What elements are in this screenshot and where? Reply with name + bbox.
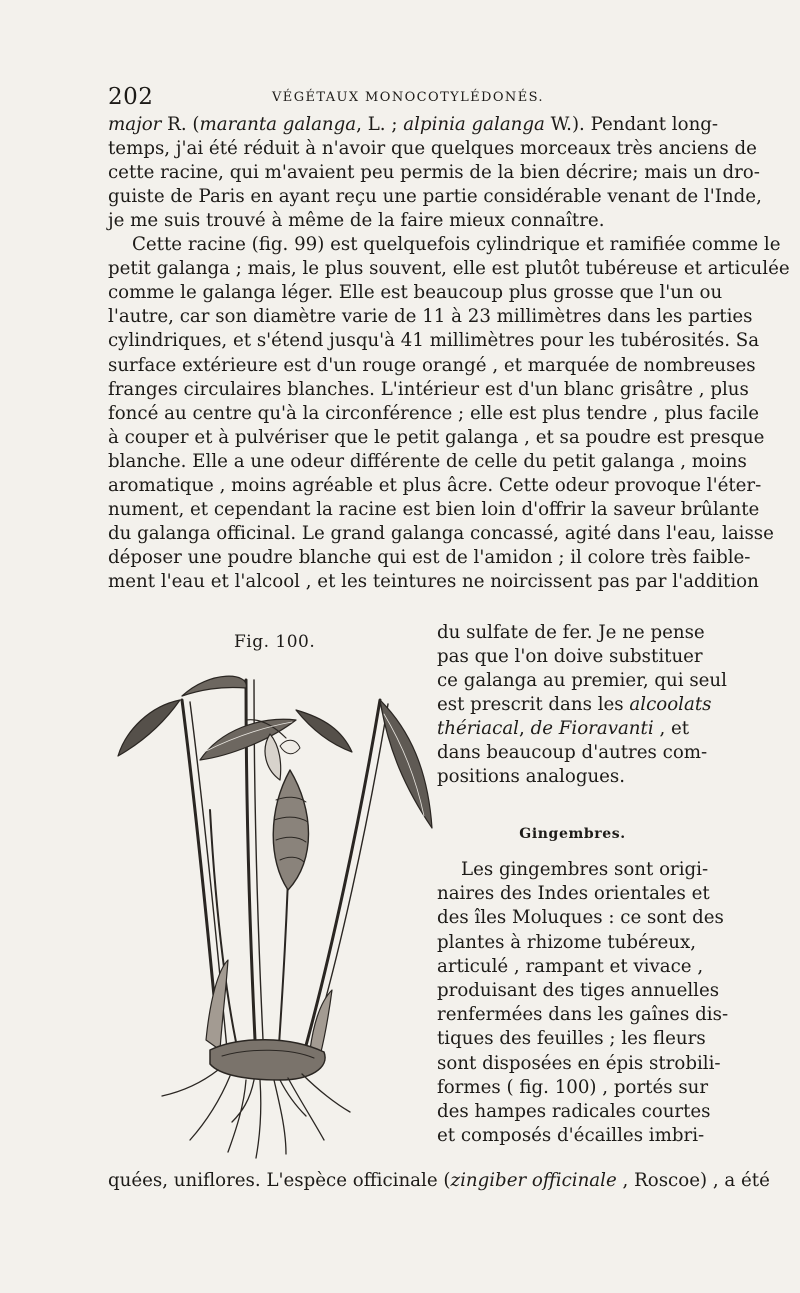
- text-run: , L. ;: [356, 114, 404, 135]
- text-run: l'autre, car son diamètre varie de 11 à 23 millimètres dans les parties: [108, 306, 753, 328]
- text-run: formes ( fig. 100) , portés sur: [437, 1076, 709, 1098]
- italic-term: maranta galanga: [199, 114, 357, 135]
- text-run: je me suis trouvé à même de la faire mieux connaître.: [108, 210, 605, 232]
- italic-term: de Fioravanti: [530, 718, 654, 740]
- text-line: [108, 233, 781, 257]
- text-run: des îles Moluques : ce sont des: [437, 907, 724, 929]
- text-line: [437, 669, 727, 693]
- text-line: [108, 570, 759, 594]
- text-line: [437, 931, 708, 955]
- text-run: dans beaucoup d'autres com-: [437, 742, 708, 764]
- line-text: [437, 645, 703, 669]
- italic-term: alcoolats: [629, 694, 712, 716]
- page-number: 202: [108, 84, 154, 110]
- text-line: [108, 402, 760, 426]
- text-run: à couper et à pulvériser que le petit galanga , et sa poudre est presque: [108, 426, 765, 448]
- text-run: Cette racine (fig. 99) est quelquefois cylindrique et ramifiée comme le: [132, 234, 781, 256]
- text-run: cylindriques, et s'étend jusqu'à 41 millimètres pour les tubérosités. Sa: [108, 330, 760, 352]
- text-run: nument, et cependant la racine est bien loin d'offrir la saveur brûlante: [108, 498, 760, 520]
- text-line: [437, 858, 708, 882]
- text-line: [437, 645, 708, 669]
- text-run: Les gingembres sont origi-: [461, 859, 709, 880]
- line-text: [437, 931, 696, 955]
- line-text: [108, 354, 756, 378]
- line-text: [437, 1100, 711, 1124]
- text-run: surface extérieure est d'un rouge orangé , et marquée de nombreuses: [108, 354, 756, 376]
- text-run: , Roscoe) , a été: [616, 1170, 770, 1191]
- line-text: [108, 305, 753, 329]
- line-text: [437, 1076, 708, 1100]
- text-line: [437, 979, 720, 1003]
- text-run: déposer une poudre blanche qui est de l'amidon ; il colore très faible-: [108, 546, 751, 568]
- text-run: produisant des tiges annuelles: [437, 980, 720, 1001]
- text-line: [108, 546, 751, 570]
- text-line: [437, 765, 708, 789]
- text-line: [108, 329, 760, 353]
- figure-caption: Fig. 100.: [234, 632, 316, 652]
- text-line: [437, 955, 708, 979]
- line-text: [108, 546, 750, 570]
- line-text: [437, 1003, 728, 1027]
- section-heading: Gingembres.: [519, 826, 626, 842]
- line-text: [108, 329, 759, 353]
- line-text: [437, 717, 689, 741]
- text-line: [108, 426, 765, 450]
- text-run: temps, j'ai été réduit à n'avoir que quelques morceaux très anciens de: [108, 138, 757, 160]
- page-header: [108, 84, 708, 114]
- body-text-last-line: [108, 1169, 770, 1193]
- text-run: du galanga officinal. Le grand galanga concassé, agité dans l'eau, laisse: [108, 522, 774, 544]
- line-text: [437, 906, 724, 930]
- running-title: VÉGÉTAUX MONOCOTYLÉDONÉS.: [272, 90, 544, 105]
- italic-term: thériacal: [437, 718, 519, 740]
- text-line: [108, 113, 719, 137]
- line-text: [108, 137, 757, 161]
- text-run: franges circulaires blanches. L'intérieur est d'un blanc grisâtre , plus: [108, 378, 749, 400]
- line-text: [437, 1027, 706, 1051]
- text-run: des hampes radicales courtes: [437, 1101, 711, 1122]
- text-run: tiques des feuilles ; les fleurs: [437, 1028, 706, 1050]
- line-text: [437, 765, 625, 789]
- line-text: [108, 426, 764, 450]
- line-text: [437, 955, 703, 979]
- text-run: articulé , rampant et vivace ,: [437, 955, 704, 977]
- line-text: [108, 281, 722, 305]
- line-text: [108, 402, 759, 426]
- text-line: [108, 137, 757, 161]
- line-text: [108, 474, 761, 498]
- text-line: [108, 474, 762, 498]
- text-run: guiste de Paris en ayant reçu une partie considérable venant de l'Inde,: [108, 186, 762, 208]
- text-run: petit galanga ; mais, le plus souvent, elle est plutôt tubéreuse et articulée: [108, 258, 790, 280]
- text-run: plantes à rhizome tubéreux,: [437, 931, 697, 953]
- text-run: est prescrit dans les: [437, 694, 630, 716]
- line-text: [461, 858, 708, 882]
- text-run: renfermées dans les gaînes dis-: [437, 1004, 729, 1026]
- text-run: et composés d'écailles imbri-: [437, 1125, 705, 1147]
- line-text: [108, 498, 759, 522]
- text-line: [108, 450, 747, 474]
- line-text: [132, 233, 780, 257]
- text-line: [437, 906, 724, 930]
- line-text: [437, 882, 710, 906]
- text-run: ce galanga au premier, qui seul: [437, 670, 727, 692]
- text-line: [437, 882, 708, 906]
- ginger-plant-illustration: [110, 660, 440, 1160]
- text-line: [108, 185, 762, 209]
- text-run: positions analogues.: [437, 766, 626, 788]
- text-line: [437, 1052, 721, 1076]
- line-text: [437, 1052, 721, 1076]
- text-line: [437, 1076, 708, 1100]
- line-text: [437, 693, 711, 717]
- text-run: du sulfate de fer. Je ne pense: [437, 622, 705, 643]
- text-line: [437, 1124, 708, 1148]
- italic-term: major: [108, 114, 162, 135]
- line-text: [108, 209, 604, 233]
- line-text: [108, 257, 790, 281]
- text-run: W.). Pendant long-: [544, 114, 719, 135]
- text-line: [437, 717, 708, 741]
- text-run: R. (: [161, 114, 200, 135]
- line-text: [108, 1169, 770, 1193]
- line-text: [108, 450, 747, 474]
- line-text: [108, 378, 749, 402]
- text-run: ment l'eau et l'alcool , et les teintures ne noircissent pas par l'addition: [108, 570, 759, 592]
- text-line: [108, 305, 753, 329]
- text-run: blanche. Elle a une odeur différente de celle du petit galanga , moins: [108, 450, 747, 472]
- line-text: [437, 621, 705, 645]
- text-line: [437, 1003, 729, 1027]
- text-run: cette racine, qui m'avaient peu permis de la bien décrire; mais un dro-: [108, 162, 760, 184]
- text-line: [108, 281, 723, 305]
- line-text: [437, 1124, 704, 1148]
- line-text: [108, 570, 759, 594]
- text-run: sont disposées en épis strobili-: [437, 1052, 721, 1074]
- text-run: , et: [653, 718, 690, 740]
- text-run: aromatique , moins agréable et plus âcre. Cette odeur provoque l'éter-: [108, 474, 762, 496]
- text-line: [108, 354, 756, 378]
- line-text: [108, 161, 760, 185]
- italic-term: alpinia galanga: [403, 114, 545, 135]
- text-run: pas que l'on doive substituer: [437, 646, 703, 668]
- text-run: quées, uniflores. L'espèce officinale (: [108, 1170, 451, 1191]
- text-line: [108, 161, 760, 185]
- line-text: [108, 113, 718, 137]
- text-line: [437, 693, 712, 717]
- text-run: foncé au centre qu'à la circonférence ; elle est plus tendre , plus facile: [108, 402, 760, 424]
- text-line: [108, 498, 760, 522]
- line-text: [437, 979, 719, 1003]
- text-line: [108, 209, 708, 233]
- italic-term: zingiber officinale: [450, 1170, 617, 1191]
- text-line: [437, 741, 708, 765]
- text-line: [108, 378, 749, 402]
- text-run: naires des Indes orientales et: [437, 883, 710, 905]
- line-text: [108, 185, 762, 209]
- line-text: [437, 741, 707, 765]
- text-line: [437, 621, 708, 645]
- line-text: [437, 669, 727, 693]
- line-text: [108, 522, 774, 546]
- text-line: [108, 257, 790, 281]
- text-line: [108, 522, 774, 546]
- text-line: [437, 1100, 711, 1124]
- text-run: ,: [519, 718, 531, 740]
- text-line: [437, 1027, 708, 1051]
- text-run: comme le galanga léger. Elle est beaucoup plus grosse que l'un ou: [108, 282, 723, 304]
